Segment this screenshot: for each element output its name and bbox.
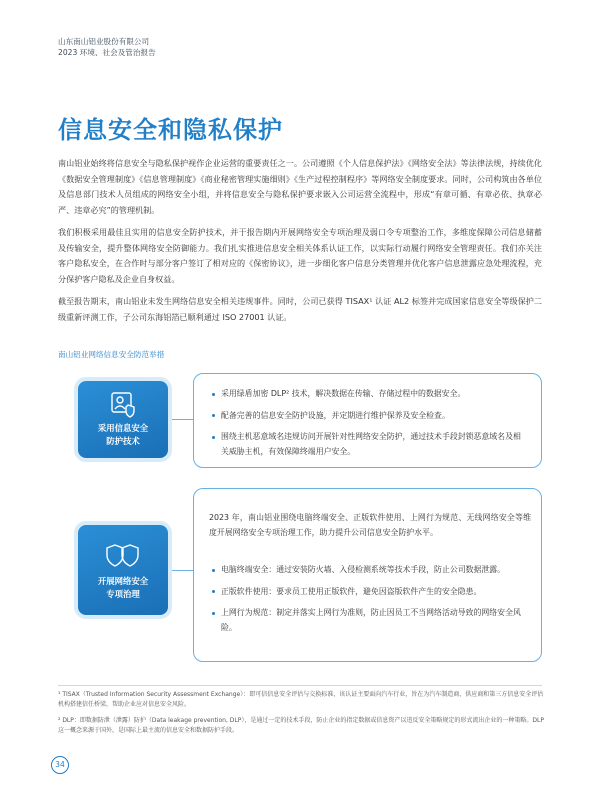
company-name: 山东南山铝业股份有限公司 bbox=[58, 37, 150, 46]
page-number: 34 bbox=[51, 756, 69, 774]
page-title: 信息安全和隐私保护 bbox=[58, 116, 283, 144]
list-item: 围绕主机恶意域名违规访问开展针对性网络安全防护，通过技术手段封锁恶意域名及相关威胁主机，有效保障终端用户安全。 bbox=[209, 430, 527, 459]
list-item: 采用绿盾加密 DLP² 技术，解决数据在传输、存储过程中的数据安全。 bbox=[209, 387, 527, 402]
report-name: 2023 环境、社会及管治报告 bbox=[58, 48, 156, 57]
user-shield-icon bbox=[109, 390, 137, 418]
footnote-dlp: ² DLP：即数据防泄（泄露）防护（Data leakage prevention, DLP），是通过一定的技术手段，防止企业的指定数据或信息资产以违反安全策略规定的形式流出企业的一种策略。DLP 这一概念来源于国外，是国际上最主流的信息安全和数据防护手段。 bbox=[58, 717, 544, 734]
footnote-divider bbox=[58, 685, 542, 686]
measures-list-1 bbox=[209, 387, 539, 466]
badge-1-label-line-1: 采用信息安全 bbox=[97, 423, 149, 433]
list-item: 上网行为规范：制定并落实上网行为准则，防止因员工不当网络活动导致的网络安全风险。 bbox=[209, 606, 527, 635]
connector-1 bbox=[168, 419, 194, 420]
report-header bbox=[58, 36, 156, 58]
paragraph-1: 南山铝业始终将信息安全与隐私保护视作企业运营的重要责任之一。公司遵照《个人信息保护法》《网络安全法》等法律法规，持续优化《数据安全管理制度》《信息管理制度》《商业秘密管理实施细则》《生产过程控制程序》等网络安全制度要求。同时，公司构筑由各单位及信息部门技术人员组成的网络安全小组，并将信息安全与隐私保护要求嵌入公司运营全流程中，形成“有章可循、有章必依、执章必严、违章必究”的管理机制。 bbox=[58, 158, 542, 215]
paragraph-3: 截至报告期末，南山铝业未发生网络信息安全相关违规事件。同时，公司已获得 TISAX¹ 认证 AL2 标签并完成国家信息安全等级保护二级重新评测工作，子公司东海铝箔已顺利通过 ISO 27001 认证。 bbox=[58, 296, 542, 322]
list-item: 配备完善的信息安全防护设施，并定期进行维护保养及安全检查。 bbox=[209, 409, 527, 424]
governance-intro: 2023 年，南山铝业围绕电脑终端安全、正版软件使用、上网行为规范、无线网络安全等维度开展网络安全专项治理工作，助力提升公司信息安全防护水平。 bbox=[209, 513, 531, 537]
footnote-tisax: ¹ TISAX（Trusted Information Security Assessment Exchange）：即可信信息安全评估与交换标准，该认证主要面向汽车行业，旨在为汽车制造商、供应商和第三方信息安全评估机构搭建信任桥梁，帮助企业应对信息安全风险。 bbox=[58, 691, 544, 708]
badge-2-label-line-2: 专项治理 bbox=[106, 589, 140, 599]
list-item: 电脑终端安全：通过安装防火墙、入侵检测系统等技术手段，防止公司数据泄露。 bbox=[209, 563, 527, 578]
connector-2 bbox=[168, 570, 194, 571]
measures-title: 南山铝业网络信息安全防范举措 bbox=[58, 350, 165, 359]
paragraph-2: 我们积极采用最佳且实用的信息安全防护技术，并于报告期内开展网络安全专项治理及弱口令专项整治工作，多维度保障公司信息储蓄及传输安全，提升整体网络安全防御能力。我们扎实推进信息安全相关体系认证工作，以实际行动履行网络安全管理责任。我们亦关注客户隐私安全，在合作时与部分客户签订了相对应的《保密协议》，进一步细化客户信息分类管理并优化客户信息泄露应急处理流程，充分保护客户隐私及企业自身权益。 bbox=[58, 227, 542, 284]
measures-list-2 bbox=[209, 563, 539, 642]
badge-network-governance bbox=[78, 525, 168, 615]
badge-1-label-line-2: 防护技术 bbox=[106, 436, 140, 446]
badge-security-tech bbox=[78, 381, 168, 458]
badge-2-label-line-1: 开展网络安全 bbox=[97, 576, 149, 586]
double-shield-icon bbox=[106, 541, 140, 569]
list-item: 正版软件使用：要求员工使用正版软件，避免因盗版软件产生的安全隐患。 bbox=[209, 585, 527, 600]
